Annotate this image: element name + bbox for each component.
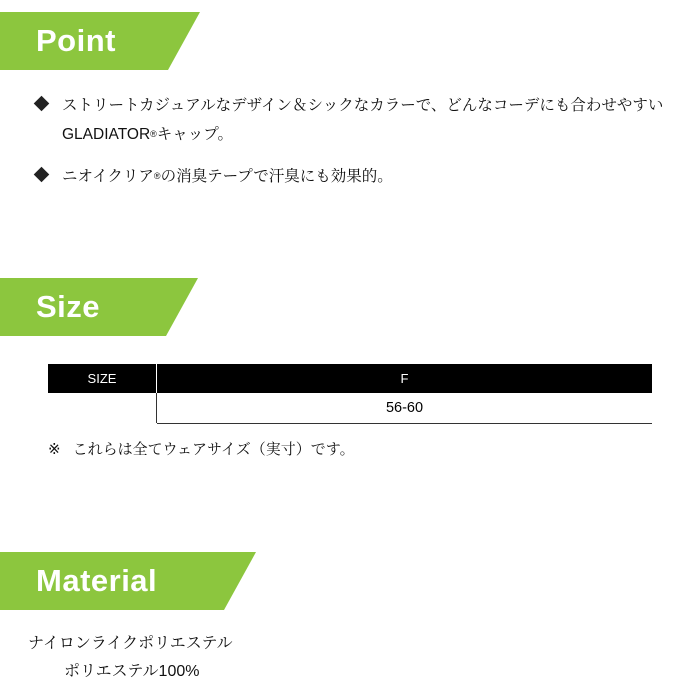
- table-row: [48, 393, 652, 424]
- table-cell-value: 56-60: [157, 393, 653, 424]
- diamond-bullet-icon: [34, 96, 50, 112]
- size-section: [0, 278, 700, 459]
- material-text-block: [0, 630, 700, 686]
- material-banner: [0, 552, 700, 610]
- size-table-wrapper: [0, 364, 700, 424]
- material-heading: Material: [36, 563, 158, 598]
- material-line-1: ナイロンライクポリエステル: [28, 635, 233, 652]
- table-header-f: F: [157, 364, 653, 393]
- note-mark-icon: ※: [48, 441, 61, 458]
- point-bullet-list: [0, 92, 700, 192]
- table-header-row: [48, 364, 652, 393]
- bullet-text-tail: キャップ。: [156, 125, 234, 143]
- list-item: [0, 163, 700, 192]
- size-banner: [0, 278, 700, 336]
- point-banner: [0, 12, 700, 70]
- bullet-text-tail: の消臭テープで汗臭にも効果的。: [160, 168, 393, 186]
- point-section: [0, 12, 700, 206]
- table-header-size: SIZE: [48, 364, 157, 393]
- table-cell-label: [48, 393, 157, 424]
- registered-trademark-icon: ®: [153, 171, 161, 182]
- list-item: [0, 92, 700, 149]
- material-line-2: ポリエステル100%: [64, 663, 200, 680]
- size-note-text: これらは全てウェアサイズ（実寸）です。: [72, 441, 355, 458]
- size-table: [48, 364, 652, 424]
- size-note: [0, 438, 700, 459]
- point-heading: Point: [36, 23, 116, 58]
- material-section: [0, 552, 700, 686]
- bullet-text-main: ストリートカジュアルなデザイン＆シックなカラーで、どんなコーデにも合わせやすいGLADIATOR: [62, 97, 664, 143]
- registered-trademark-icon: ®: [150, 128, 157, 139]
- diamond-bullet-icon: [34, 167, 50, 183]
- bullet-text-main: ニオイクリア: [62, 168, 154, 186]
- size-heading: Size: [36, 289, 101, 324]
